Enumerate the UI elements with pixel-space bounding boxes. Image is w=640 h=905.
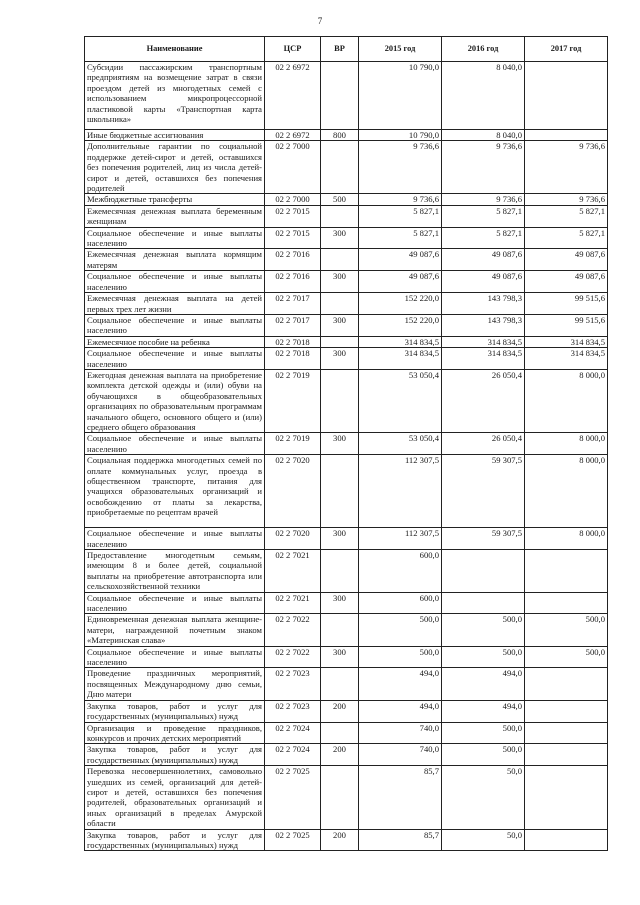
row-2015-cell: 49 087,6	[359, 249, 442, 271]
row-name-cell: Закупка товаров, работ и услуг для государственных (муниципальных) нужд	[85, 744, 265, 766]
row-2017-cell	[525, 722, 608, 744]
row-name-cell: Ежемесячная денежная выплата беременным женщинам	[85, 205, 265, 227]
row-2017-cell: 99 515,6	[525, 314, 608, 336]
row-vr-cell: 300	[321, 227, 359, 249]
row-csr-cell: 02 2 7019	[265, 369, 321, 432]
row-2015-cell: 49 087,6	[359, 271, 442, 293]
row-name-cell: Социальное обеспечение и иные выплаты населению	[85, 314, 265, 336]
row-2015-cell: 600,0	[359, 592, 442, 614]
row-2017-cell	[525, 592, 608, 614]
row-name-cell: Дополнительные гарантии по социальной поддержке детей-сирот и детей, оставшихся без попечения родителей, лиц из числа детей-сирот и детей, оставшихся без попечения родителей	[85, 141, 265, 194]
row-csr-cell: 02 2 7025	[265, 829, 321, 851]
row-csr-cell: 02 2 7021	[265, 592, 321, 614]
table-row	[85, 194, 608, 205]
row-name-cell: Социальное обеспечение и иные выплаты населению	[85, 348, 265, 370]
row-vr-cell: 300	[321, 314, 359, 336]
row-2017-cell	[525, 130, 608, 141]
row-2016-cell: 314 834,5	[442, 348, 525, 370]
row-vr-cell	[321, 336, 359, 347]
table-row	[85, 700, 608, 722]
table-row	[85, 348, 608, 370]
row-2016-cell: 50,0	[442, 829, 525, 851]
row-2016-cell: 500,0	[442, 722, 525, 744]
header-2016: 2016 год	[442, 37, 525, 62]
row-2016-cell: 49 087,6	[442, 271, 525, 293]
row-csr-cell: 02 2 7024	[265, 722, 321, 744]
row-2016-cell: 59 307,5	[442, 455, 525, 528]
row-vr-cell: 200	[321, 744, 359, 766]
table-row	[85, 766, 608, 829]
row-name-cell: Организация и проведение праздников, конкурсов и прочих детских мероприятий	[85, 722, 265, 744]
row-2015-cell: 314 834,5	[359, 348, 442, 370]
row-name-cell: Ежемесячная денежная выплата кормящим матерям	[85, 249, 265, 271]
row-vr-cell: 300	[321, 348, 359, 370]
row-2015-cell: 112 307,5	[359, 528, 442, 550]
table-row	[85, 646, 608, 668]
row-name-cell: Предоставление многодетным семьям, имеющим 8 и более детей, социальной выплаты на приобретение автотранспорта или сельскохозяйственной техники	[85, 550, 265, 593]
row-vr-cell: 300	[321, 271, 359, 293]
row-vr-cell	[321, 722, 359, 744]
table-row	[85, 314, 608, 336]
page-number: 7	[317, 16, 323, 26]
row-2017-cell: 314 834,5	[525, 336, 608, 347]
row-name-cell: Межбюджетные трансферты	[85, 194, 265, 205]
row-vr-cell	[321, 369, 359, 432]
row-2017-cell: 8 000,0	[525, 369, 608, 432]
row-2017-cell: 49 087,6	[525, 249, 608, 271]
row-2016-cell: 26 050,4	[442, 369, 525, 432]
table-row	[85, 205, 608, 227]
table-row	[85, 227, 608, 249]
row-2016-cell: 494,0	[442, 668, 525, 700]
row-2016-cell: 50,0	[442, 766, 525, 829]
row-vr-cell: 300	[321, 646, 359, 668]
row-vr-cell	[321, 205, 359, 227]
row-2017-cell	[525, 766, 608, 829]
row-vr-cell: 200	[321, 700, 359, 722]
row-2015-cell: 152 220,0	[359, 293, 442, 315]
row-2015-cell: 53 050,4	[359, 369, 442, 432]
row-vr-cell: 300	[321, 592, 359, 614]
row-2017-cell: 5 827,1	[525, 227, 608, 249]
row-2015-cell: 5 827,1	[359, 205, 442, 227]
row-2016-cell: 5 827,1	[442, 205, 525, 227]
row-name-cell: Социальное обеспечение и иные выплаты населению	[85, 528, 265, 550]
header-2015: 2015 год	[359, 37, 442, 62]
header-vr: ВР	[321, 37, 359, 62]
row-vr-cell: 300	[321, 528, 359, 550]
row-name-cell: Субсидии пассажирским транспортным предприятиям на возмещение затрат в связи проездом детей из многодетных семей с использованием микропроцессорной пластиковой карты «Транспортная карта школьника»	[85, 62, 265, 130]
row-2016-cell: 8 040,0	[442, 62, 525, 130]
row-name-cell: Закупка товаров, работ и услуг для государственных (муниципальных) нужд	[85, 700, 265, 722]
table-row	[85, 592, 608, 614]
row-2016-cell	[442, 550, 525, 593]
row-2016-cell: 9 736,6	[442, 194, 525, 205]
row-vr-cell	[321, 614, 359, 646]
row-2017-cell: 5 827,1	[525, 205, 608, 227]
table-row	[85, 455, 608, 528]
row-csr-cell: 02 2 7019	[265, 433, 321, 455]
row-name-cell: Ежемесячная денежная выплата на детей первых трех лет жизни	[85, 293, 265, 315]
row-vr-cell	[321, 293, 359, 315]
row-2017-cell: 9 736,6	[525, 141, 608, 194]
table-row	[85, 433, 608, 455]
row-2015-cell: 85,7	[359, 829, 442, 851]
row-2015-cell: 10 790,0	[359, 130, 442, 141]
row-csr-cell: 02 2 7022	[265, 614, 321, 646]
row-csr-cell: 02 2 6972	[265, 62, 321, 130]
row-2017-cell: 500,0	[525, 614, 608, 646]
row-2017-cell	[525, 700, 608, 722]
row-csr-cell: 02 2 7020	[265, 528, 321, 550]
row-2017-cell: 99 515,6	[525, 293, 608, 315]
table-row	[85, 668, 608, 700]
row-2015-cell: 740,0	[359, 744, 442, 766]
row-name-cell: Единовременная денежная выплата женщине-матери, награжденной почетным знаком «Материнская слава»	[85, 614, 265, 646]
table-row	[85, 249, 608, 271]
row-2015-cell: 53 050,4	[359, 433, 442, 455]
header-csr: ЦСР	[265, 37, 321, 62]
row-2016-cell: 9 736,6	[442, 141, 525, 194]
table-row	[85, 336, 608, 347]
row-name-cell: Социальное обеспечение и иные выплаты населению	[85, 592, 265, 614]
table-header-row	[85, 37, 608, 62]
header-2017: 2017 год	[525, 37, 608, 62]
row-2016-cell: 5 827,1	[442, 227, 525, 249]
row-name-cell: Перевозка несовершеннолетних, самовольно ушедших из семей, организаций для детей-сирот и детей, оставшихся без попечения родителей, образовательных организаций и иных организаций в пределах Амурской области	[85, 766, 265, 829]
table-row	[85, 130, 608, 141]
row-2015-cell: 85,7	[359, 766, 442, 829]
row-2016-cell: 314 834,5	[442, 336, 525, 347]
row-2017-cell: 500,0	[525, 646, 608, 668]
row-2017-cell	[525, 744, 608, 766]
budget-table	[84, 36, 608, 851]
row-vr-cell	[321, 141, 359, 194]
row-csr-cell: 02 2 7023	[265, 700, 321, 722]
table-row	[85, 141, 608, 194]
row-vr-cell: 200	[321, 829, 359, 851]
row-csr-cell: 02 2 7016	[265, 249, 321, 271]
row-name-cell: Социальная поддержка многодетных семей по оплате коммунальных услуг, проезда в общественном транспорте, питания для учащихся образовательных организаций и освобождению от платы за лекарства, приобретаемые по рецептам врачей	[85, 455, 265, 528]
table-row	[85, 369, 608, 432]
row-2017-cell	[525, 668, 608, 700]
row-2016-cell: 500,0	[442, 646, 525, 668]
row-2016-cell: 8 040,0	[442, 130, 525, 141]
row-name-cell: Социальное обеспечение и иные выплаты населению	[85, 271, 265, 293]
row-name-cell: Иные бюджетные ассигнования	[85, 130, 265, 141]
row-2017-cell	[525, 550, 608, 593]
row-vr-cell: 800	[321, 130, 359, 141]
row-2017-cell: 8 000,0	[525, 433, 608, 455]
row-2015-cell: 600,0	[359, 550, 442, 593]
row-2017-cell: 314 834,5	[525, 348, 608, 370]
row-2015-cell: 112 307,5	[359, 455, 442, 528]
row-2015-cell: 494,0	[359, 668, 442, 700]
row-2015-cell: 5 827,1	[359, 227, 442, 249]
row-csr-cell: 02 2 7018	[265, 348, 321, 370]
row-2015-cell: 740,0	[359, 722, 442, 744]
table-row	[85, 550, 608, 593]
table-row	[85, 293, 608, 315]
row-csr-cell: 02 2 7016	[265, 271, 321, 293]
row-name-cell: Социальное обеспечение и иные выплаты населению	[85, 433, 265, 455]
row-2016-cell: 59 307,5	[442, 528, 525, 550]
row-2017-cell	[525, 62, 608, 130]
row-csr-cell: 02 2 7015	[265, 227, 321, 249]
row-csr-cell: 02 2 7000	[265, 194, 321, 205]
row-csr-cell: 02 2 7017	[265, 314, 321, 336]
table-row	[85, 271, 608, 293]
row-name-cell: Закупка товаров, работ и услуг для государственных (муниципальных) нужд	[85, 829, 265, 851]
row-csr-cell: 02 2 7017	[265, 293, 321, 315]
row-2015-cell: 9 736,6	[359, 194, 442, 205]
row-csr-cell: 02 2 7025	[265, 766, 321, 829]
row-name-cell: Проведение праздничных мероприятий, посвященных Международному дню семьи, Дню матери	[85, 668, 265, 700]
row-2015-cell: 9 736,6	[359, 141, 442, 194]
header-name: Наименование	[85, 37, 265, 62]
row-2016-cell: 500,0	[442, 614, 525, 646]
row-csr-cell: 02 2 7024	[265, 744, 321, 766]
table-row	[85, 744, 608, 766]
table-row	[85, 62, 608, 130]
row-vr-cell	[321, 249, 359, 271]
row-csr-cell: 02 2 7023	[265, 668, 321, 700]
row-2016-cell: 26 050,4	[442, 433, 525, 455]
row-2016-cell: 143 798,3	[442, 314, 525, 336]
row-2015-cell: 500,0	[359, 646, 442, 668]
row-csr-cell: 02 2 7022	[265, 646, 321, 668]
row-2017-cell: 8 000,0	[525, 455, 608, 528]
row-2016-cell: 500,0	[442, 744, 525, 766]
row-csr-cell: 02 2 6972	[265, 130, 321, 141]
row-2016-cell: 143 798,3	[442, 293, 525, 315]
row-2015-cell: 10 790,0	[359, 62, 442, 130]
row-vr-cell: 500	[321, 194, 359, 205]
row-2016-cell: 494,0	[442, 700, 525, 722]
row-vr-cell: 300	[321, 433, 359, 455]
row-2015-cell: 152 220,0	[359, 314, 442, 336]
table-row	[85, 614, 608, 646]
row-2017-cell: 8 000,0	[525, 528, 608, 550]
row-vr-cell	[321, 766, 359, 829]
row-vr-cell	[321, 455, 359, 528]
row-2017-cell	[525, 829, 608, 851]
table-row	[85, 722, 608, 744]
row-csr-cell: 02 2 7020	[265, 455, 321, 528]
row-vr-cell	[321, 550, 359, 593]
row-csr-cell: 02 2 7018	[265, 336, 321, 347]
row-vr-cell	[321, 62, 359, 130]
row-vr-cell	[321, 668, 359, 700]
row-name-cell: Социальное обеспечение и иные выплаты населению	[85, 646, 265, 668]
row-name-cell: Ежегодная денежная выплата на приобретение комплекта детской одежды и (или) обуви на обучающихся в общеобразовательных организациях по образовательным программам начального общего, основного общего и (или) среднего общего образования	[85, 369, 265, 432]
row-csr-cell: 02 2 7000	[265, 141, 321, 194]
table-row	[85, 829, 608, 851]
row-2017-cell: 9 736,6	[525, 194, 608, 205]
row-2015-cell: 500,0	[359, 614, 442, 646]
row-2016-cell	[442, 592, 525, 614]
row-csr-cell: 02 2 7021	[265, 550, 321, 593]
row-name-cell: Ежемесячное пособие на ребенка	[85, 336, 265, 347]
row-2017-cell: 49 087,6	[525, 271, 608, 293]
row-2015-cell: 314 834,5	[359, 336, 442, 347]
row-name-cell: Социальное обеспечение и иные выплаты населению	[85, 227, 265, 249]
row-csr-cell: 02 2 7015	[265, 205, 321, 227]
table-row	[85, 528, 608, 550]
row-2016-cell: 49 087,6	[442, 249, 525, 271]
row-2015-cell: 494,0	[359, 700, 442, 722]
